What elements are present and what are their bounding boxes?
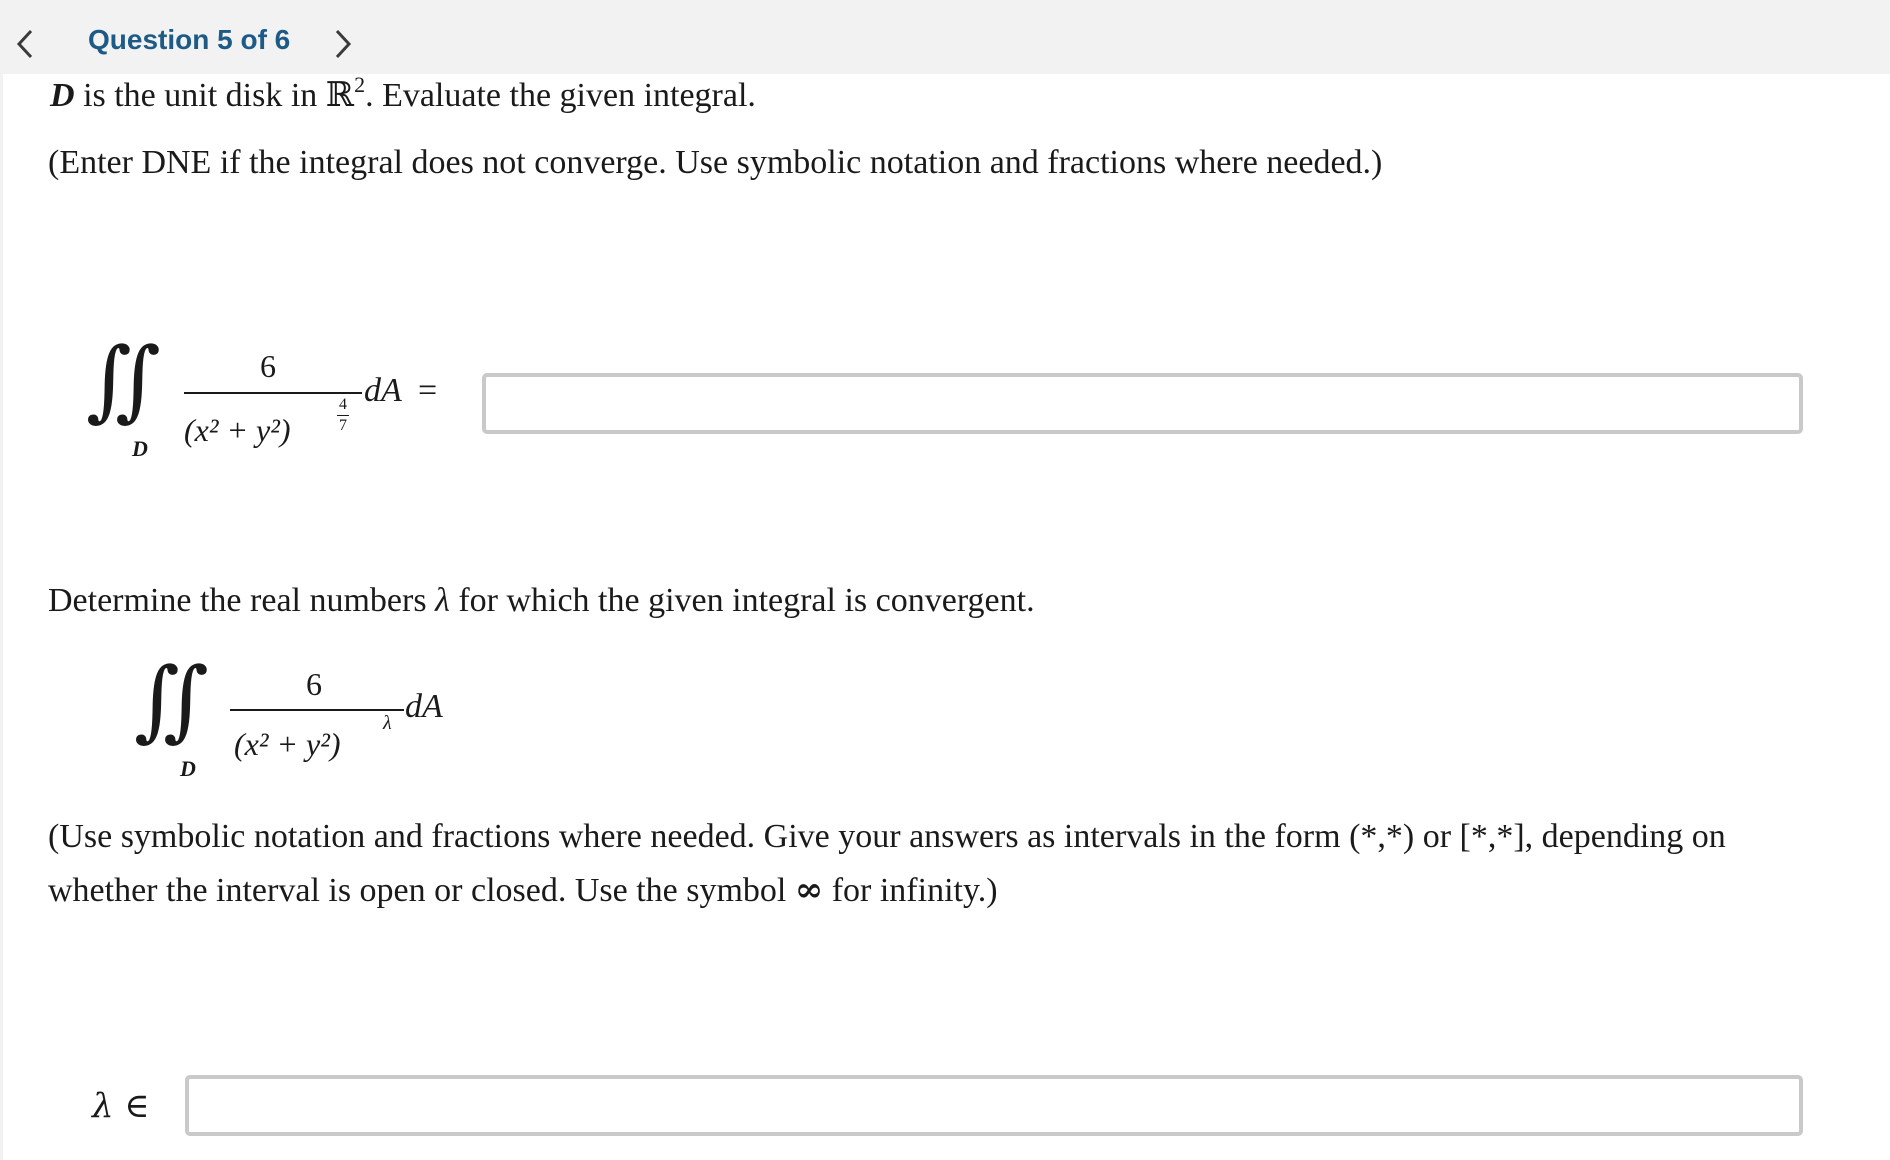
part2-text-b: for which the given integral is convergent. — [449, 582, 1035, 619]
problem-statement — [50, 72, 756, 115]
region-label-1: D — [132, 436, 148, 461]
part2-prompt — [48, 582, 1035, 620]
lambda-interval-input[interactable] — [185, 1075, 1803, 1136]
exponent-bar-1 — [337, 415, 349, 416]
double-integral-sign-2: ∬ — [134, 648, 209, 751]
statement-text-b: . Evaluate the given integral. — [365, 77, 756, 114]
instructions-2-line2 — [48, 870, 998, 910]
double-integral-sign-1: ∬ — [86, 328, 161, 431]
statement-text-a: is the unit disk in — [74, 77, 326, 114]
next-question-button[interactable] — [328, 26, 358, 62]
chevron-left-icon — [15, 27, 35, 61]
lambda-in-label: λ ∈ — [92, 1086, 150, 1126]
question-counter: Question 5 of 6 — [88, 24, 291, 55]
var-d: D — [50, 77, 75, 114]
denominator-2: (x² + y²) — [234, 726, 341, 762]
left-border — [0, 74, 3, 1160]
integral-answer-input[interactable] — [482, 373, 1803, 434]
prev-question-button[interactable] — [10, 26, 40, 62]
exponent-lambda-2: λ — [383, 712, 392, 734]
part2-text-a: Determine the real numbers — [48, 582, 436, 619]
instructions-2-line1: (Use symbolic notation and fractions where needed. Give your answers as intervals in the form (*,*) or [*,*], depending on — [48, 818, 1726, 855]
numerator-1: 6 — [260, 348, 276, 384]
infinity-symbol: ∞ — [794, 870, 824, 910]
lambda-symbol: λ — [435, 582, 450, 619]
exponent-num-1: 4 — [339, 396, 347, 413]
instructions-2-text-b: for infinity.) — [823, 872, 998, 909]
numerator-2: 6 — [306, 666, 322, 702]
differential-1: dA — [364, 372, 402, 409]
exponent-den-1: 7 — [339, 417, 347, 434]
instructions-2-text-a: whether the interval is open or closed. Use the symbol — [48, 872, 795, 909]
instructions-1: (Enter DNE if the integral does not converge. Use symbolic notation and fractions where needed.) — [48, 144, 1383, 181]
fraction-bar-1 — [184, 392, 362, 394]
question-nav-bar — [0, 0, 1890, 74]
differential-2: dA — [405, 688, 443, 725]
region-label-2: D — [180, 756, 196, 781]
set-exponent: 2 — [354, 72, 366, 97]
chevron-right-icon — [333, 27, 353, 61]
real-set-symbol: ℝ — [325, 75, 355, 115]
fraction-bar-2 — [230, 709, 404, 711]
equals-sign: = — [418, 372, 438, 409]
denominator-1: (x² + y²) — [184, 412, 291, 448]
